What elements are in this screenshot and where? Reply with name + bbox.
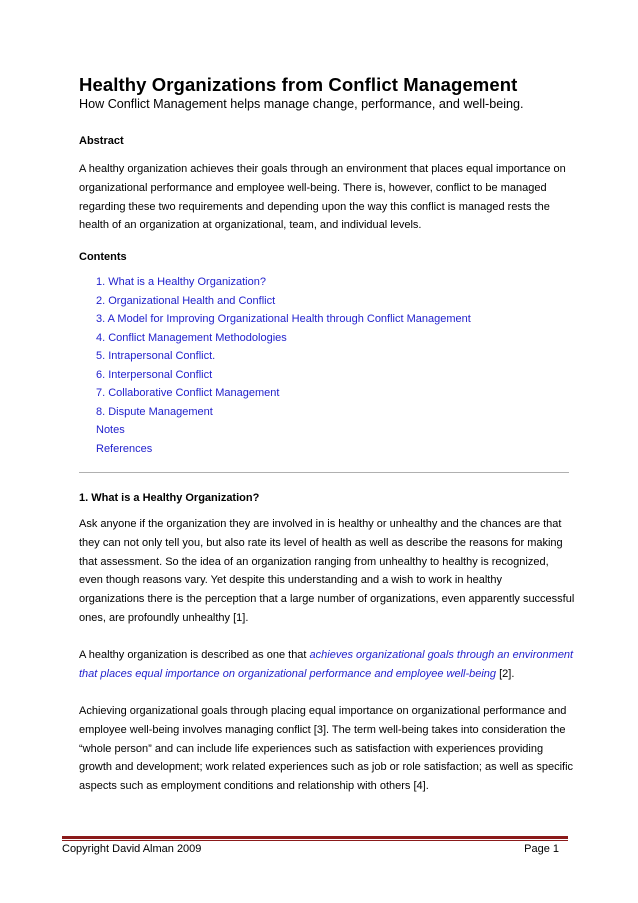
paragraph-line: employee well-being involves managing conflict [3]. The term well-being takes into consideration the	[79, 723, 566, 736]
toc-link-notes[interactable]: Notes	[96, 424, 125, 436]
section1-heading: 1. What is a Healthy Organization?	[79, 492, 260, 504]
section-divider	[79, 472, 569, 473]
toc-link-model[interactable]: 3. A Model for Improving Organizational Health through Conflict Management	[96, 313, 471, 325]
abstract-heading: Abstract	[79, 135, 124, 147]
section1-paragraph-1	[79, 515, 575, 628]
paragraph-line: that assessment. So the idea of an organization ranging from unhealthy to healthy is recognized,	[79, 555, 549, 568]
section1-paragraph-3	[79, 702, 574, 796]
contents-heading: Contents	[79, 251, 127, 263]
citation: [2].	[496, 667, 515, 680]
toc-link-references[interactable]: References	[96, 442, 153, 455]
page-subtitle: How Conflict Management helps manage change, performance, and well-being.	[79, 97, 524, 111]
abstract-line: regarding these two requirements and depending upon the way this conflict is managed rests the	[79, 200, 550, 213]
footer-copyright: Copyright David Alman 2009	[62, 843, 202, 855]
paragraph-line	[79, 665, 569, 684]
section1-paragraph-2	[79, 646, 574, 684]
paragraph-line: Ask anyone if the organization they are involved in is healthy or unhealthy and the chances are that	[79, 518, 562, 530]
definition-link[interactable]: achieves organizational goals through an environment	[309, 649, 574, 661]
abstract-line: organizational performance and employee well-being. There is, however, conflict to be managed	[79, 181, 547, 194]
paragraph-line: even though reasons vary. Yet despite this understanding and a wish to work in healthy	[79, 574, 502, 587]
footer-page-number: Page 1	[524, 843, 559, 855]
definition-link-continued[interactable]: that places equal importance on organizational performance and employee well-being	[79, 667, 497, 680]
paragraph-text: A healthy organization is described as one that	[79, 649, 310, 661]
paragraph-line: Achieving organizational goals through placing equal importance on organizational performance and	[79, 705, 567, 717]
toc-link-collaborative[interactable]: 7. Collaborative Conflict Management	[96, 387, 280, 399]
abstract-line: A healthy organization achieves their goals through an environment that places equal importance on	[79, 163, 566, 175]
toc-link-interpersonal[interactable]: 6. Interpersonal Conflict	[96, 368, 213, 381]
toc-link-dispute[interactable]: 8. Dispute Management	[96, 405, 213, 418]
paragraph-line: “whole person” and can include life experiences such as satisfaction with experiences providing	[79, 742, 544, 755]
toc-link-health-and-conflict[interactable]: 2. Organizational Health and Conflict	[96, 294, 276, 307]
footer-rule-thin	[62, 840, 568, 841]
toc-link-methodologies[interactable]: 4. Conflict Management Methodologies	[96, 331, 287, 344]
paragraph-line: organizations there is the perception that a large number of organizations, even apparently successful	[79, 593, 575, 606]
table-of-contents	[96, 273, 471, 458]
paragraph-line: they can not only tell you, but also rate its level of health as well as describe the reasons for making	[79, 536, 563, 549]
paragraph-line: growth and development; work related experiences such as job or role satisfaction; as well as specific	[79, 761, 574, 774]
toc-link-healthy-organization[interactable]: 1. What is a Healthy Organization?	[96, 276, 266, 288]
paragraph-line: ones, are profoundly unhealthy [1].	[79, 611, 249, 624]
abstract-paragraph	[79, 160, 569, 235]
paragraph-line	[79, 646, 574, 665]
toc-link-intrapersonal[interactable]: 5. Intrapersonal Conflict.	[96, 350, 216, 362]
footer-rule	[62, 836, 568, 839]
page-title: Healthy Organizations from Conflict Management	[79, 74, 518, 95]
abstract-line: health of an organization at organizational, team, and individual levels.	[79, 219, 422, 232]
paragraph-line: aspects such as employment conditions and relationship with others [4].	[79, 780, 429, 793]
